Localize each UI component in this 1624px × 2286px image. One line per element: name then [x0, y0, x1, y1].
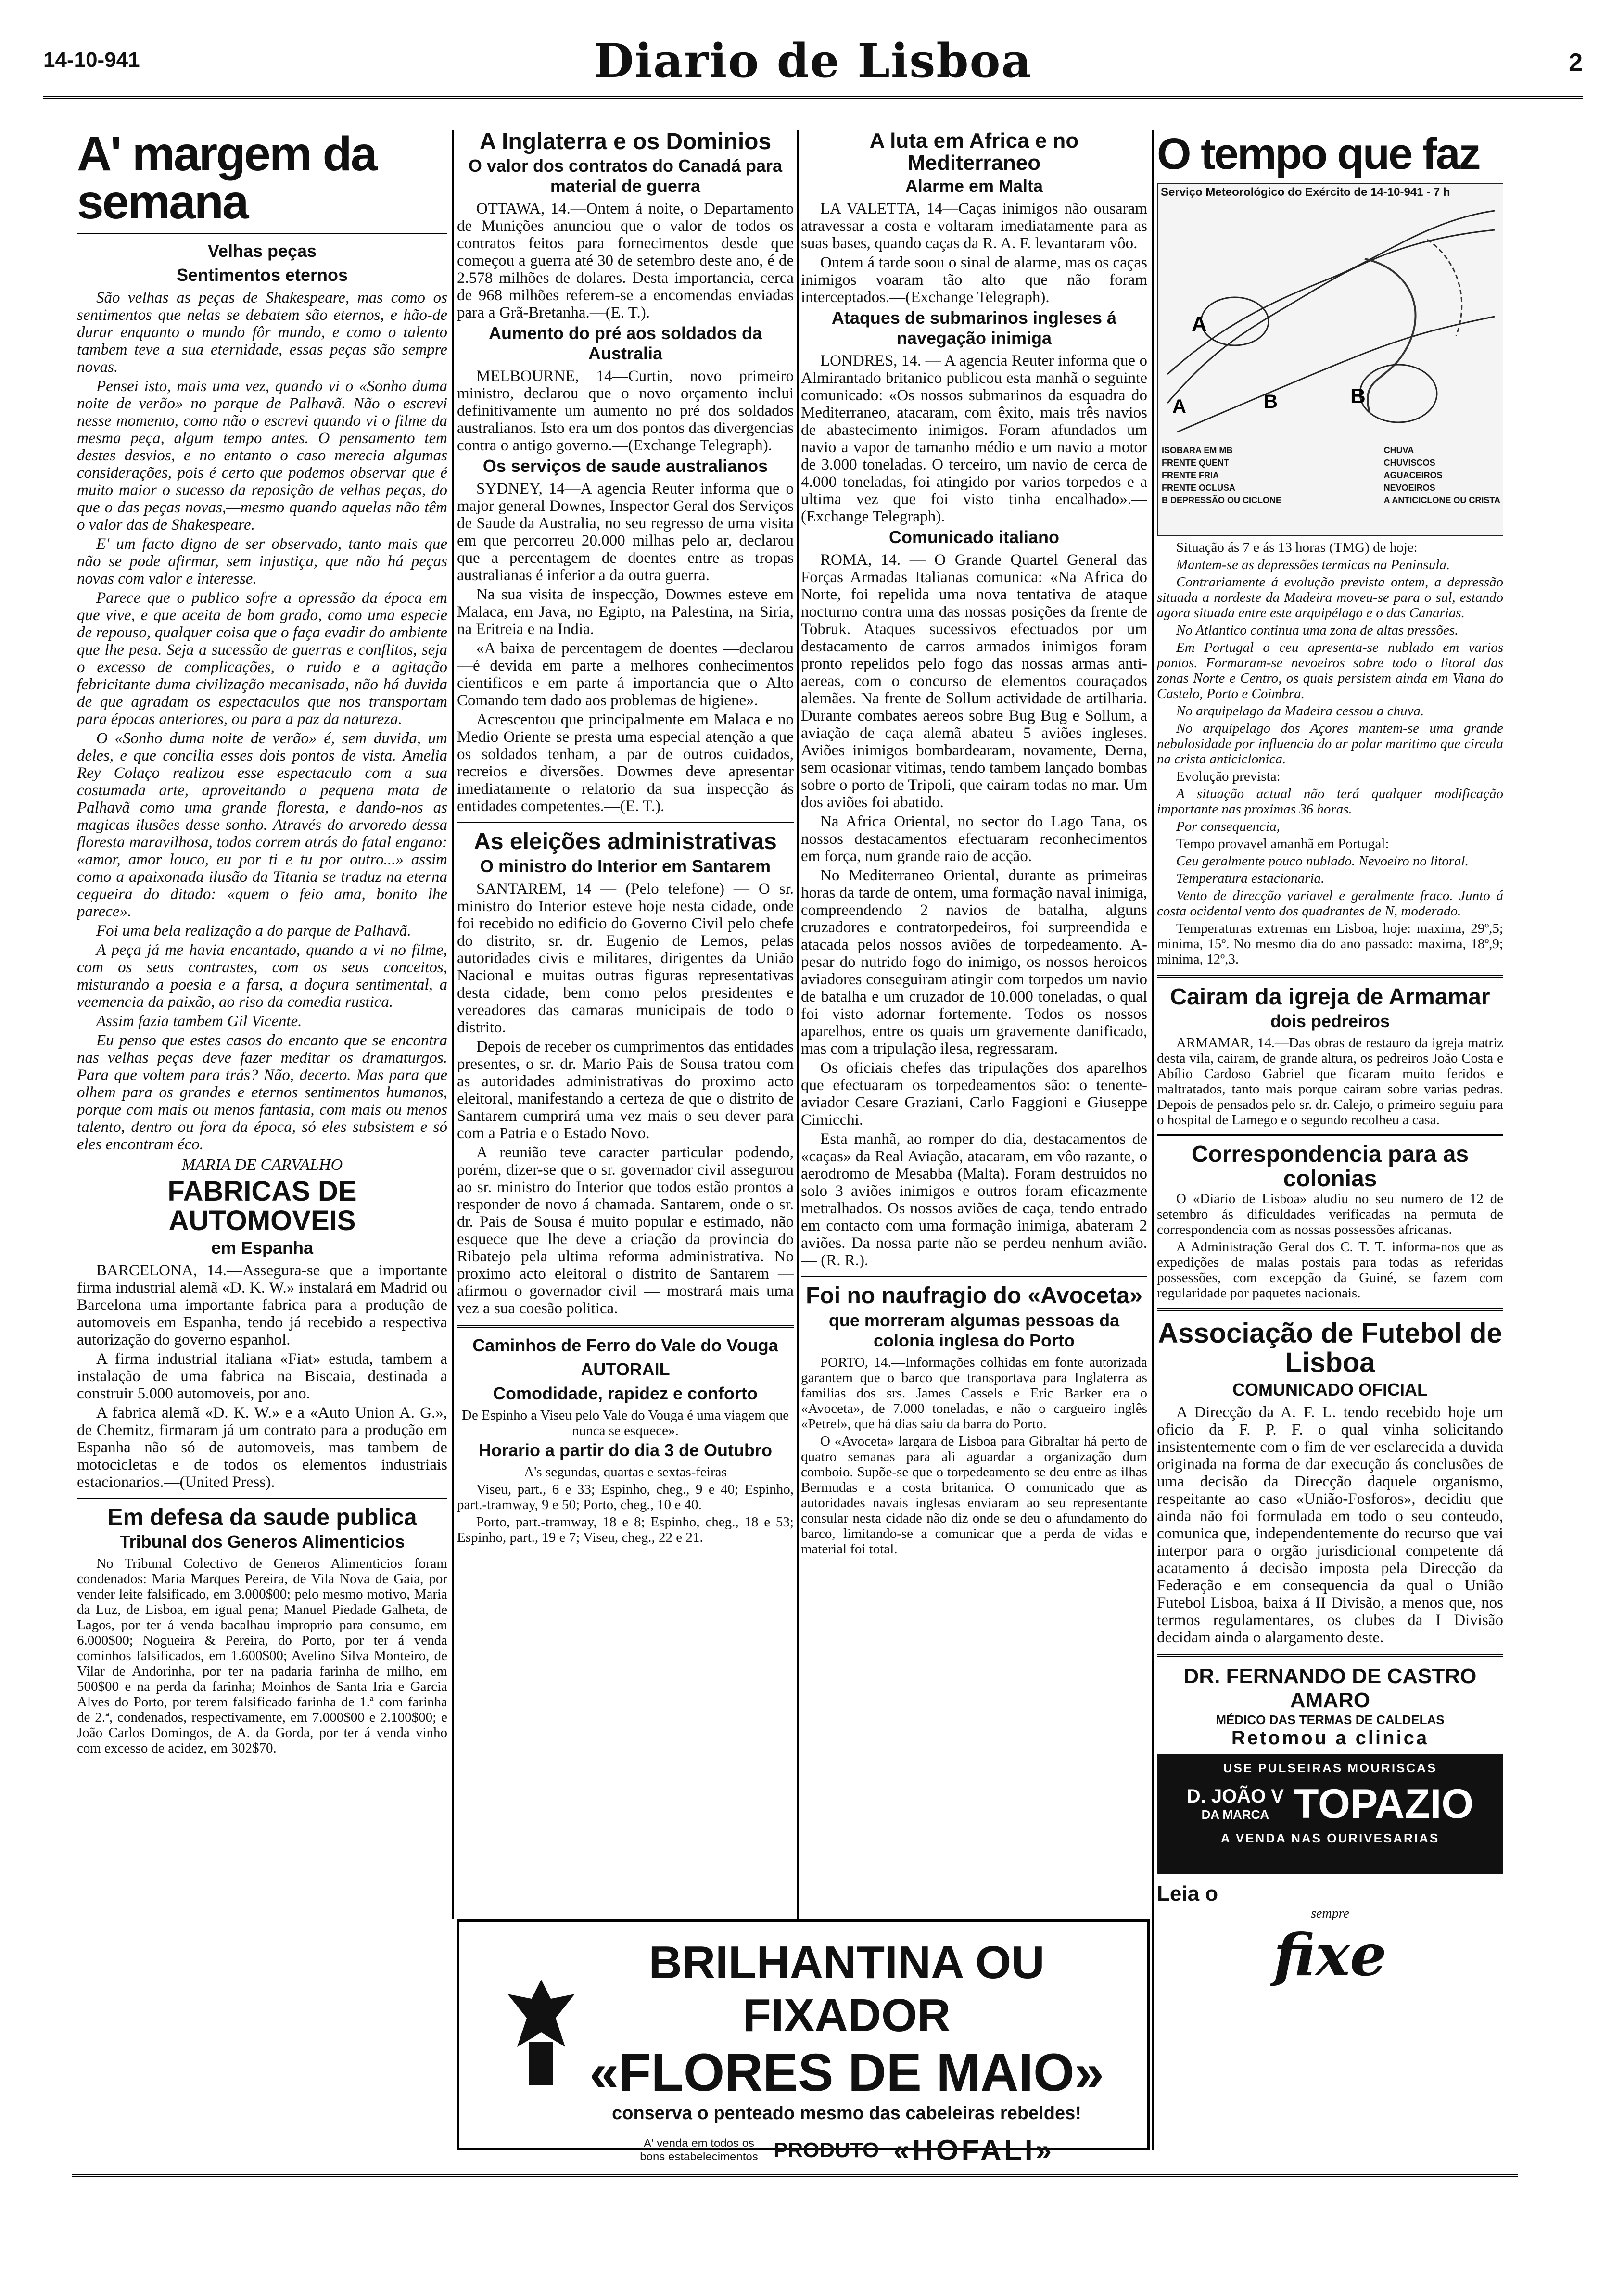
headline-colonias: Correspondencia para as colonias [1191, 1142, 1469, 1192]
headline: Ataques de submarinos ingleses á navegação inimiga [831, 308, 1117, 348]
paragraph: MELBOURNE, 14—Curtin, novo primeiro ministro, declarou que o novo orçamento inclui definitivamente um aumento no pré dos soldados australianos. Isto era um dos pontos das divergencias contra o antigo governo.—(Exchange Telegraph). [457, 368, 794, 455]
subheadline: dois pedreiros [1270, 1011, 1390, 1031]
headline: Alarme em Malta [905, 176, 1043, 196]
masthead [43, 29, 1583, 101]
article-body [77, 289, 447, 1153]
fixe-small: sempre [1311, 1905, 1349, 1921]
paragraph: A Direcção da A. F. L. tendo recebido hoje um oficio da F. P. F. o qual vinha solicitando insistentemente com o fim de ver esclarecida a duvida originada na forma de dar execução ás conclusões de uma decisão da Direcção daquele organismo, respeitante ao caso «União-Fosforos», decidiu que ainda não foi formulada em todo o seu conteudo, comunica que, independentemente do recurso que vai interpor para o orgão jurisdicional competente dá acatamento á decisão imposta pela Direcção da Federação e em consequencia da qual o União Futebol Lisboa, baixa á II Divisão, a menos que, nos termos regulamentares, os clubes da I Divisão decidam ainda o alargamento deste. [1157, 1403, 1503, 1646]
paragraph: No Mediterraneo Oriental, durante as primeiras horas da tarde de ontem, uma formação naval inimiga, compreendendo 2 navios de batalha, alguns cruzadores e contratorpedeiros, foi surpreendida e atacada pelos nossos aviões de torpedeamento. A-pesar do nutrido fogo do inimigo, os nossos heroicos aviadores conseguiram atingir com torpedos um navio de batalha e um cruzador de 10.000 toneladas, o qual foi visto adornar fortemente. Todos os nossos aparelhos, entre os quais um gravemente danificado, mas com a tripulação ilesa, regressaram. [801, 867, 1147, 1058]
paragraph: E' um facto digno de ser observado, tanto mais que não se pode afirmar, sem injustiça, que não há peças novas com valor e interesse. [77, 535, 447, 587]
headline-avoceta: Foi no naufragio do «Avoceta» [806, 1283, 1142, 1309]
paragraph: ARMAMAR, 14.—Das obras de restauro da igreja matriz desta vila, cairam, de grande altura, os pedreiros João Costa e Abílio Cardoso Gabriel que ficaram muito feridos e maltratados, tanto mais porque cairam sobre varias pedras. Depois de pensados pelo sr. dr. Calejo, o primeiro seguiu para o hospital de Lamego e o segundo recolheu a casa. [1157, 1035, 1503, 1128]
map-label: A [1192, 312, 1207, 336]
section-title-tempo: O tempo que faz [1157, 130, 1480, 178]
masthead-rule [43, 96, 1583, 99]
paragraph: Os oficiais chefes das tripulações dos aparelhos que efectuaram os torpedeamentos são: o tenente-aviador Cesare Graziani, Carlo Faggioni e Giuseppe Cimicchi. [801, 1059, 1147, 1129]
paragraph: Parece que o publico sofre a opressão da época em que vive, e que aceita de bom grado, como uma especie de repouso, qualquer coisa que o faça evadir do ambiente que lhe pesa. Seja a sucessão de guerras e conflitos, seja o excesso de complicações, o ruido e a agitação febricitante duma civilização mecanisada, não há duvida de que agradam os espectaculos que nos transportam para épocas anteriores, ou para a paz da natureza. [77, 589, 447, 728]
ad-medico-name: DR. FERNANDO DE CASTRO AMARO [1183, 1664, 1477, 1712]
paragraph: Porto, part.-tramway, 18 e 8; Espinho, cheg., 18 e 53; Espinho, part., 19 e 7; Viseu, cheg., 22 e 21. [457, 1514, 794, 1545]
subheadline: Tribunal dos Generos Alimenticios [119, 1532, 405, 1552]
headline-armamar: Cairam da igreja de Armamar [1170, 984, 1490, 1010]
eagle-emblem-icon [503, 1970, 580, 2095]
paragraph: Viseu, part., 6 e 33; Espinho, cheg., 9 e 40; Espinho, part.-tramway, 9 e 50; Porto, cheg., 10 e 40. [457, 1481, 794, 1512]
paragraph: O «Sonho duma noite de verão» é, sem duvida, um deles, e que concilia esses dois pontos de vista. Amelia Rey Colaço realizou esse espectaculo com a sua costumada arte, aproveitando a pequena mata de Palhavã como uma grande floresta, e dando-nos as magicas ilusões desse sonho. Através do arvoredo dessa floresta maravilhosa, todos correm atrás do fatal engano: «amor, amor louco, eu por ti e tu por outro...» assim como a apaixonada ilusão da Titania se traduz na eterna cegueira do ditado: «quem o feio ama, bonito lhe parece». [77, 730, 447, 920]
section-title-dominios: A Inglaterra e os Dominios [479, 130, 772, 154]
ad-medico-sub: MÉDICO DAS TERMAS DE CALDELAS [1216, 1712, 1445, 1727]
column-3 [801, 130, 1147, 1919]
kicker: Sentimentos eternos [176, 265, 348, 285]
paragraph: A's segundas, quartas e sextas-feiras [524, 1464, 727, 1480]
map-label: B [1350, 384, 1366, 408]
headline: Aumento do pré aos soldados da Australia [488, 323, 762, 364]
paragraph: De Espinho a Viseu pelo Vale do Vouga é uma viagem que nunca se esquece». [462, 1407, 789, 1438]
paragraph: A Administração Geral dos C. T. T. informa-nos que as expedições de malas postais para todas as referidas possessões, com excepção da Guiné, se fazem com regularidade por paquetes nacionais. [1157, 1239, 1503, 1301]
ad-flores-de-maio [457, 1919, 1150, 2166]
paragraph: São velhas as peças de Shakespeare, mas como os sentimentos que nelas se debatem são eternos, e hão-de durar enquanto o mundo fôr mundo, e como o talento tambem teve a sua eternidade, essas peças são sempre novas. [77, 289, 447, 376]
ad-medico-note: Retomou a clinica [1231, 1727, 1429, 1749]
paragraph: LONDRES, 14. — A agencia Reuter informa que o Almirantado britanico publicou esta manhã o seguinte comunicado: «Os nossos submarinos da esquadra do Mediterraneo, atacaram, com êxito, mais três navios de abastecimento inimigos. Foram afundados um navio a vapor de tamanho médio e um navio a motor de 3.000 toneladas. O terceiro, um navio de cerca de 4.000 toneladas, foi atingido por varios torpedos e a ultima vez que foi visto tinha encalhado».—(Exchange Telegraph). [801, 352, 1147, 526]
headline-eleicoes: As eleições administrativas [474, 829, 777, 855]
paragraph: BARCELONA, 14.—Assegura-se que a importante firma industrial alemã «D. K. W.» instalará em Madrid ou Barcelona uma importante fabrica para a produção de automoveis em Espanha, tendo já recebido a respectiva autorização do governo espanhol. [77, 1261, 447, 1348]
headline-vouga: Caminhos de Ferro do Vale do Vouga [472, 1335, 778, 1355]
paragraph: OTTAWA, 14.—Ontem á noite, o Departamento de Munições anunciou que o valor de todos os contratos feitos para fornecimentos desde que começou a guerra até 30 de setembro deste ano, é de 2.578 milhões de dolares. Desta importancia, cerca de 968 milhões referem-se a encomendas enviadas para a Grã-Bretanha.—(E. T.). [457, 200, 794, 322]
paragraph: «A baixa de percentagem de doentes —declarou—é devida em parte a melhores conhecimentos cientificos e em parte á importancia que o Alto Comando tem dado aos problemas de higiene». [457, 640, 794, 710]
section-title-margem: A' margem da semana [77, 130, 376, 229]
ad-line1: BRILHANTINA OU FIXADOR [648, 1937, 1045, 2041]
headline: Comunicado italiano [888, 527, 1060, 547]
subheadline: em Espanha [211, 1237, 314, 1257]
map-legend: ISOBARA EM MB FRENTE QUENT FRENTE FRIA FRENTE OCLUSA B DEPRESSÃO OU CICLONE CHUVA CHUVISCOS AGUACEIROS NEVOEIROS A ANTICICLONE OU CRISTA [1162, 445, 1500, 505]
ad-produto: PRODUTO [774, 2138, 879, 2162]
headline-fabricas: FABRICAS DE AUTOMOVEIS [167, 1176, 357, 1236]
author-signature: MARIA DE CARVALHO [181, 1156, 343, 1174]
paragraph: LA VALETTA, 14—Caças inimigos não ousaram atravessar a costa e voltaram imediatamente para as suas bases, quando caças da R. A. F. levantaram vôo. [801, 200, 1147, 253]
paragraph: Na sua visita de inspecção, Dowmes esteve em Malaca, em Java, no Egipto, na Palestina, na Siria, na Eritreia e na India. [457, 586, 794, 638]
ad-line3: conserva o penteado mesmo das cabeleiras rebeldes! [612, 2103, 1081, 2123]
page-number: 2 [1569, 49, 1583, 76]
fixe-logo: fixe [1273, 1921, 1387, 1989]
paragraph: A reunião teve caracter particular podendo, porém, dizer-se que o sr. governador civil assegurou ao sr. ministro do Interior que todos estão prontos a responder de novo á chamada. Santarem, onde o sr. dr. Pais de Sousa é muito popular e estimado, não esquece que lhe deve a criação da provincia do Ribatejo pela ultima reforma administrativa. No proximo acto eleitoral o distrito de Santarem — afirmou o governador civil — mostrará mais uma vez a sua coesão politica. [457, 1143, 794, 1317]
map-label: B [1264, 391, 1278, 412]
paragraph: Foi uma bela realização a do parque de Palhavã. [96, 922, 411, 940]
column-2 [457, 130, 794, 1919]
paragraph: A fabrica alemã «D. K. W.» e a «Auto Union A. G.», de Chemitz, firmaram já um contrato para a produção em Espanha não só de automoveis, mas tambem de motocicletas e de todos os elementos industriais estacionarios.—(United Press). [77, 1404, 447, 1491]
subheadline: Comodidade, rapidez e conforto [493, 1383, 758, 1403]
paragraph: SYDNEY, 14—A agencia Reuter informa que o major general Downes, Inspector Geral dos Serviços de Saude da Australia, no seu regresso de uma visita em que percorreu 20.000 milhas pelo ar, declarou que a percentagem de doentes entre as tropas australianas é inferior a da outra guerra. [457, 480, 794, 584]
headline: Os serviços de saude australianos [482, 456, 768, 476]
issue-date: 14-10-941 [43, 48, 140, 72]
paragraph: ROMA, 14. — O Grande Quartel General das Forças Armadas Italianas comunica: «Na Africa do Norte, foi repelida uma nova tentativa de ataque nocturno contra uma das nossas posições da frente de Tobruk. Ataques sucessivos efectuados por um destacamento de carros armados inimigos foram pronto repelidos pelo fogo das nossas armas anti-aereas, com o concurso de elementos couraçados alemães. Na frente de Sollum actividade de artilharia. Durante combates aereos sobre Bug Bug e Sollum, a aviação de caça alemã abateu 5 aviões ingleses. Aviões inimigos bombardearam, novamente, Derna, sem ocasionar vitimas, tendo tambem lançado bombas sobre o porto de Tripoli, que cairam todas no mar. Um dos aviões foi abatido. [801, 551, 1147, 812]
subheadline: AUTORAIL [581, 1359, 670, 1379]
column-divider [1152, 130, 1154, 2150]
paragraph: Pensei isto, mais uma vez, quando vi o «Sonho duma noite de verão» no parque de Palhavã. Não o escrevi nesse momento, como não o escrevi quando vi o filme da mesma peça, algum tempo antes. O pensamento tem destes desvios, e no entanto o caso merecia algumas considerações, pois é certo que podemos observar que é muito maior o sucesso da reposição de velhas peças, do que o das peças novas,—mesmo quando aquelas não têm o valor das de Shakespeare. [77, 378, 447, 533]
subheadline: Horario a partir do dia 3 de Outubro [478, 1440, 773, 1460]
ad-topazio: USE PULSEIRAS MOURISCAS D. JOÃO V DA MARCA TOPAZIO A VENDA NAS OURIVESARIAS [1157, 1754, 1503, 1874]
subheadline: O ministro do Interior em Santarem [480, 856, 771, 876]
bottom-rule [72, 2174, 1518, 2177]
paragraph: Na Africa Oriental, no sector do Lago Tana, os nossos destacamentos efectuaram reconhecimentos em força, num grande raio de acção. [801, 813, 1147, 865]
headline-saude: Em defesa da saude publica [107, 1504, 417, 1530]
column-divider [797, 130, 799, 1919]
headline-futebol: Associação de Futebol de Lisboa [1158, 1318, 1502, 1379]
paragraph: Ontem á tarde soou o sinal de alarme, mas os caças inimigos voaram tão alto que não foram interceptados.—(Exchange Telegraph). [801, 254, 1147, 306]
column-4 [1157, 130, 1503, 2150]
paragraph: A peça já me havia encantado, quando a vi no filme, com os seus contrastes, com os seus conceitos, misturando a poesia e a farsa, a doçura sentimental, a veemencia da paixão, ao riso da comedia rustica. [77, 941, 447, 1011]
paragraph: A firma industrial italiana «Fiat» estuda, tambem a instalação de uma fabrica na Biscaia, destinada a construir 5.000 automoveis, por ano. [77, 1350, 447, 1402]
paragraph: Esta manhã, ao romper do dia, destacamentos de «caças» da Real Aviação, atacaram, em vôo razante, o aerodromo de Mesabba (Malta). Foram destruidos no solo 3 aviões inimigos e outros foram eficazmente metralhados. Os nossos aviões de caça, tendo entrado em contacto com uma formação inimiga, abateram 2 aviões. Da nossa parte não se perdeu nenhum avião. — (R. R.). [801, 1130, 1147, 1270]
paragraph: Acrescentou que principalmente em Malaca e no Medio Oriente se presta uma especial atenção a que os soldados tenham, a par de outros cuidados, recreios e diversões. Dowmes deve apresentar imediatamente o relatorio da sua inspecção ás entidades competentes.—(E. T.). [457, 711, 794, 815]
newspaper-title: Diario de Lisboa [594, 34, 1032, 88]
paragraph: SANTAREM, 14 — (Pelo telefone) — O sr. ministro do Interior esteve hoje nesta cidade, onde foi recebido no edificio do Governo Civil pelo chefe do distrito, sr. dr. Eugenio de Lemos, pelas autoridades civis e militares, dirigentes da União Nacional e muitas outras figuras representativas desta cidade, bem como pelos presidentes e vereadores das camaras municipais de todo o distrito. [457, 880, 794, 1036]
section-title-africa: A luta em Africa e no Mediterraneo [869, 130, 1079, 175]
weather-report: Situação ás 7 e ás 13 horas (TMG) de hoje: Mantem-se as depressões termicas na Peninsula. Contrariamente á evolução prevista ontem, a depressão situada a nordeste da Madeira moveu-se para o sul, estando agora situada entre este arquipélago e o das Canarias. No Atlantico continua uma zona de altas pressões. Em Portugal o ceu apresenta-se nublado em varios pontos. Formaram-se nevoeiros sobre todo o litoral das zonas Norte e Centro, os quais persistem ainda em Viana do Castelo, Porto e Coimbra. No arquipelago da Madeira cessou a chuva. No arquipelago dos Açores mantem-se uma grande nebulosidade por influencia do ar polar maritimo que circula na crista anticiclonica. Evolução prevista: A situação actual não terá qualquer modificação importante nas proximas 36 horas. Por consequencia, Tempo provavel amanhã em Portugal: Ceu geralmente pouco nublado. Nevoeiro no litoral. Temperatura estacionaria. Vento de direcção variavel e geralmente fraco. Junto á costa ocidental vento dos quadrantes de N, moderado. Temperaturas extremas em Lisboa, hoje: maxima, 29º,5; minima, 15º. No mesmo dia do ano passado: maxima, 18º,9; minima, 12º,3. [1157, 540, 1503, 967]
weather-map [1157, 183, 1503, 536]
isobar-map [1158, 201, 1502, 442]
map-label: A [1172, 396, 1186, 417]
ad-line2: «FLORES DE MAIO» [589, 2043, 1104, 2102]
paragraph: Depois de receber os cumprimentos das entidades presentes, o sr. dr. Mario Pais de Sousa tratou com as autoridades administrativas do proximo acto eleitoral, manifestando a certeza de que o distrito de Santarem cumprirá uma vez mais o seu dever para com a Patria e o Estado Novo. [457, 1038, 794, 1142]
subheadline: que morreram algumas pessoas da colonia inglesa do Porto [828, 1310, 1120, 1350]
paragraph: Eu penso que estes casos do encanto que se encontra nas velhas peças deve fazer meditar os dramaturgos. Para que voltem para trás? Não, decerto. Mas para que olhem para os grandes e eternos sentimentos humanos, porque com mais ou menos fantasia, com mais ou menos talento, dentro ou fora da época, só eles subsistem e só eles encontram éco. [77, 1032, 447, 1153]
leia-label: Leia o [1157, 1881, 1218, 1905]
paragraph: Assim fazia tambem Gil Vicente. [96, 1013, 302, 1030]
subheadline: COMUNICADO OFICIAL [1232, 1379, 1428, 1399]
column-1 [77, 130, 447, 2150]
weather-map-title: Serviço Meteorológico do Exército de 14-10-941 - 7 h [1161, 186, 1450, 199]
paragraph: O «Diario de Lisboa» aludiu no seu numero de 12 de setembro ás dificuldades verificadas na permuta de correspondencia com as nossas possessões africanas. [1157, 1191, 1503, 1238]
kicker: Velhas peças [207, 241, 317, 261]
ad-topazio-brand: TOPAZIO [1293, 1780, 1474, 1827]
column-divider [452, 130, 454, 1919]
paragraph: O «Avoceta» largara de Lisboa para Gibraltar há perto de quatro semanas para ali aguardar a organização dum comboio. Supõe-se que o torpedeamento se deu entre as ilhas Bermudas e a costa britanica. O comunicado que as autoridades navais inglesas enviaram ao seu representante consular nesta cidade não diz onde se deu o afundamento do barco, limitando-se a comunicar que a perda de vidas e material foi total. [801, 1433, 1147, 1557]
paragraph: No Tribunal Colectivo de Generos Alimenticios foram condenados: Maria Marques Pereira, de Vila Nova de Gaia, por vender leite falsificado, em 3.000$00; pelo mesmo motivo, Maria da Luz, de Lisboa, em igual pena; Manuel Piedade Galheta, de Lagos, por ter á venda bacalhau improprio para consumo, em 6.000$00; Nogueira & Pereira, do Porto, por ter á venda cominhos falsificados, em 1.600$00; Avelino Silva Monteiro, de Vilar de Andorinha, por ter na padaria farinha de milho, em 500$00 e na perda da farinha; Moinhos de Santa Iria e Garcia Alves do Porto, por terem falsificado farinha de 1.ª com farinha de 2.ª, condenados, respectivamente, em 7.000$00 e 2.100$00; e João Carlos Domingos, de A. da Gorda, por ter á venda vinho com excesso de acidez, em 302$70. [77, 1556, 447, 1756]
ad-small: A' venda em todos os bons estabelecimentos [640, 2136, 758, 2163]
ad-brand: «HOFALI» [893, 2134, 1054, 2166]
headline: O valor dos contratos do Canadá para material de guerra [468, 156, 783, 196]
paragraph: PORTO, 14.—Informações colhidas em fonte autorizada garantem que o barco que transportava para Inglaterra as familias dos srs. James Cassels e Eric Barker era o «Avoceta», de 7.000 toneladas, e não o cargueiro inglês «Petrel», que há dias saiu da barra do Porto. [801, 1354, 1147, 1432]
